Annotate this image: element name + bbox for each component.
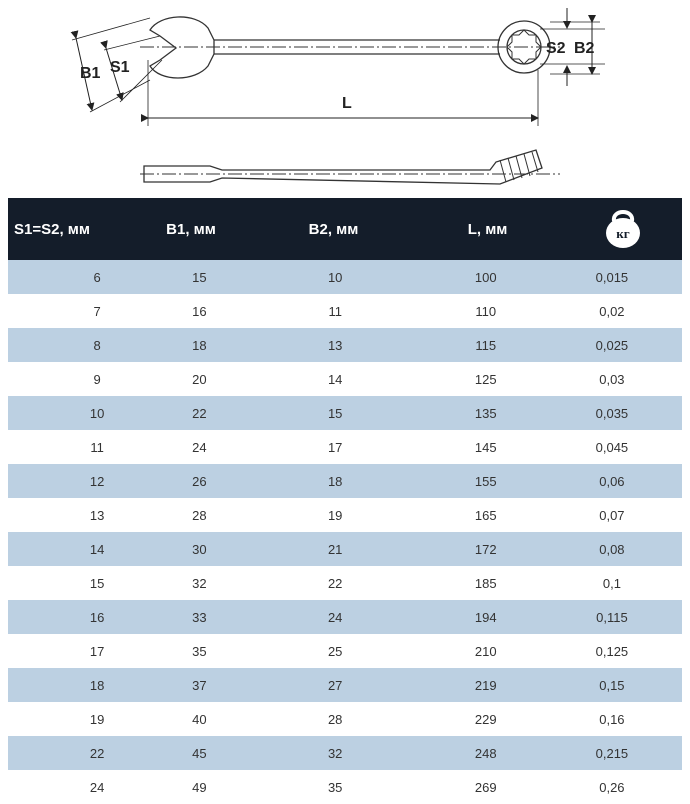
cell-size: 6 <box>8 260 136 294</box>
cell-weight: 0,16 <box>564 702 682 736</box>
header-b1: B1, мм <box>136 198 263 260</box>
cell-weight: 0,035 <box>564 396 682 430</box>
cell-weight: 0,045 <box>564 430 682 464</box>
table-header-row <box>8 198 682 260</box>
cell-b2: 18 <box>263 464 408 498</box>
cell-weight: 0,26 <box>564 770 682 804</box>
cell-length: 100 <box>408 260 564 294</box>
cell-length: 248 <box>408 736 564 770</box>
cell-b2: 28 <box>263 702 408 736</box>
cell-length: 110 <box>408 294 564 328</box>
wrench-side-view <box>140 150 560 184</box>
cell-length: 210 <box>408 634 564 668</box>
cell-b2: 32 <box>263 736 408 770</box>
header-l: L, мм <box>408 198 564 260</box>
table-row <box>8 736 682 770</box>
table-row <box>8 634 682 668</box>
cell-length: 229 <box>408 702 564 736</box>
wrench-top-view <box>140 17 560 78</box>
cell-b1: 49 <box>136 770 263 804</box>
cell-weight: 0,15 <box>564 668 682 702</box>
table-row <box>8 294 682 328</box>
cell-length: 125 <box>408 362 564 396</box>
cell-size: 7 <box>8 294 136 328</box>
wrench-svg <box>0 0 690 198</box>
cell-weight: 0,06 <box>564 464 682 498</box>
cell-b2: 25 <box>263 634 408 668</box>
cell-length: 172 <box>408 532 564 566</box>
cell-length: 185 <box>408 566 564 600</box>
table-body <box>8 260 682 804</box>
cell-weight: 0,03 <box>564 362 682 396</box>
cell-length: 155 <box>408 464 564 498</box>
cell-length: 194 <box>408 600 564 634</box>
cell-b1: 22 <box>136 396 263 430</box>
cell-b1: 20 <box>136 362 263 396</box>
table-row <box>8 396 682 430</box>
cell-b2: 13 <box>263 328 408 362</box>
cell-weight: 0,125 <box>564 634 682 668</box>
b1-label: B1 <box>80 65 101 82</box>
cell-b2: 17 <box>263 430 408 464</box>
cell-b2: 35 <box>263 770 408 804</box>
table-row <box>8 464 682 498</box>
l-label: L <box>342 95 352 112</box>
cell-size: 9 <box>8 362 136 396</box>
cell-b2: 10 <box>263 260 408 294</box>
cell-b2: 14 <box>263 362 408 396</box>
table-row <box>8 702 682 736</box>
header-s1-s2: S1=S2, мм <box>8 198 136 260</box>
table-row <box>8 328 682 362</box>
cell-b1: 18 <box>136 328 263 362</box>
cell-size: 13 <box>8 498 136 532</box>
cell-size: 8 <box>8 328 136 362</box>
cell-b2: 24 <box>263 600 408 634</box>
table-row <box>8 260 682 294</box>
b2-label: B2 <box>574 40 595 57</box>
cell-b1: 16 <box>136 294 263 328</box>
spec-table <box>8 198 682 804</box>
cell-b1: 45 <box>136 736 263 770</box>
cell-length: 135 <box>408 396 564 430</box>
cell-b2: 27 <box>263 668 408 702</box>
cell-weight: 0,115 <box>564 600 682 634</box>
cell-length: 145 <box>408 430 564 464</box>
cell-b1: 32 <box>136 566 263 600</box>
weight-unit-label: кг <box>616 226 630 241</box>
cell-b1: 24 <box>136 430 263 464</box>
cell-b2: 21 <box>263 532 408 566</box>
cell-b2: 11 <box>263 294 408 328</box>
cell-size: 12 <box>8 464 136 498</box>
kettlebell-icon <box>602 205 644 253</box>
cell-b2: 19 <box>263 498 408 532</box>
cell-b1: 26 <box>136 464 263 498</box>
cell-size: 15 <box>8 566 136 600</box>
table-row <box>8 770 682 804</box>
cell-weight: 0,215 <box>564 736 682 770</box>
cell-length: 219 <box>408 668 564 702</box>
table-row <box>8 498 682 532</box>
table-row <box>8 600 682 634</box>
header-b2: B2, мм <box>263 198 408 260</box>
cell-weight: 0,08 <box>564 532 682 566</box>
wrench-dimension-drawing <box>0 0 690 198</box>
cell-weight: 0,07 <box>564 498 682 532</box>
cell-b1: 30 <box>136 532 263 566</box>
cell-size: 14 <box>8 532 136 566</box>
cell-size: 10 <box>8 396 136 430</box>
cell-size: 22 <box>8 736 136 770</box>
cell-b1: 35 <box>136 634 263 668</box>
cell-length: 115 <box>408 328 564 362</box>
cell-size: 19 <box>8 702 136 736</box>
cell-b1: 28 <box>136 498 263 532</box>
cell-b1: 33 <box>136 600 263 634</box>
cell-weight: 0,015 <box>564 260 682 294</box>
cell-b1: 37 <box>136 668 263 702</box>
cell-weight: 0,1 <box>564 566 682 600</box>
cell-size: 16 <box>8 600 136 634</box>
header-weight <box>564 198 682 260</box>
s2-label: S2 <box>546 40 566 57</box>
cell-size: 17 <box>8 634 136 668</box>
cell-length: 269 <box>408 770 564 804</box>
cell-b1: 15 <box>136 260 263 294</box>
table-row <box>8 532 682 566</box>
table-row <box>8 430 682 464</box>
table-row <box>8 362 682 396</box>
cell-size: 11 <box>8 430 136 464</box>
cell-b2: 22 <box>263 566 408 600</box>
table-row <box>8 668 682 702</box>
cell-size: 24 <box>8 770 136 804</box>
cell-weight: 0,02 <box>564 294 682 328</box>
cell-weight: 0,025 <box>564 328 682 362</box>
cell-length: 165 <box>408 498 564 532</box>
cell-b1: 40 <box>136 702 263 736</box>
s1-label: S1 <box>110 59 130 76</box>
table-row <box>8 566 682 600</box>
cell-b2: 15 <box>263 396 408 430</box>
cell-size: 18 <box>8 668 136 702</box>
dimension-lines <box>72 8 605 126</box>
